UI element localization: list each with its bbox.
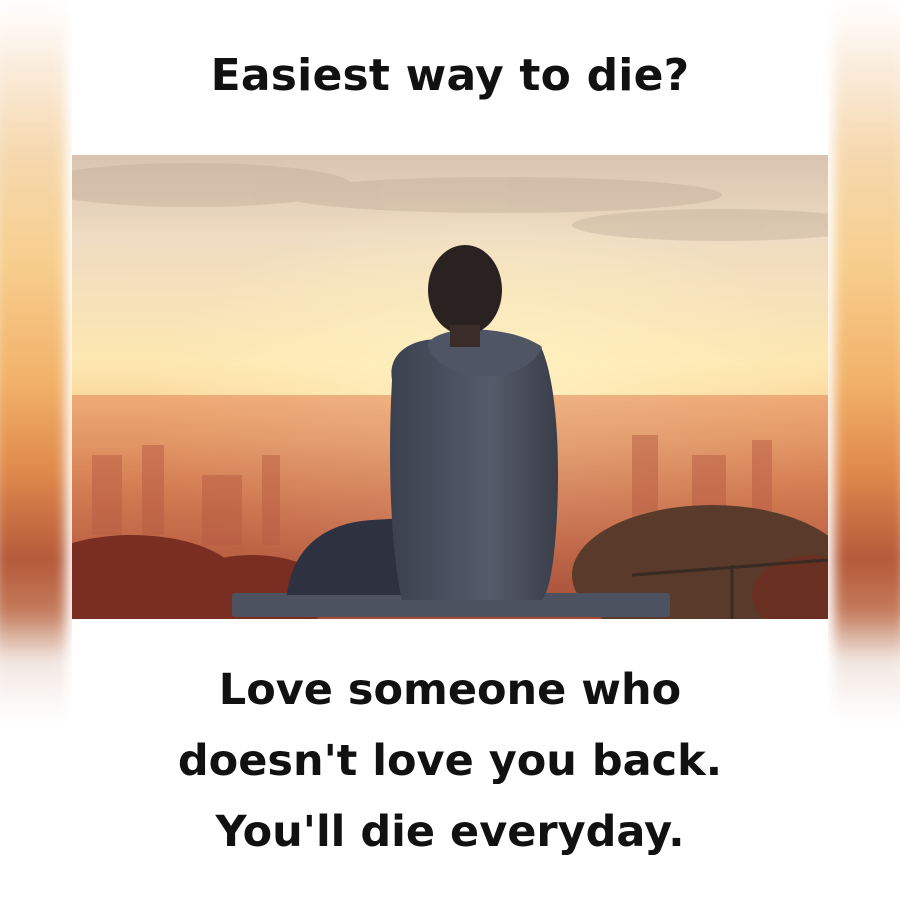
answer-text [72,655,828,868]
answer-line: doesn't love you back. [177,736,723,786]
answer-line: You'll die everyday. [215,807,685,857]
blurred-background-left [0,0,66,900]
question-text: Easiest way to die? [210,50,690,101]
sunset-photo [72,155,828,619]
blurred-background-right [834,0,900,900]
meme-card [72,0,828,900]
answer-line: Love someone who [218,665,682,715]
